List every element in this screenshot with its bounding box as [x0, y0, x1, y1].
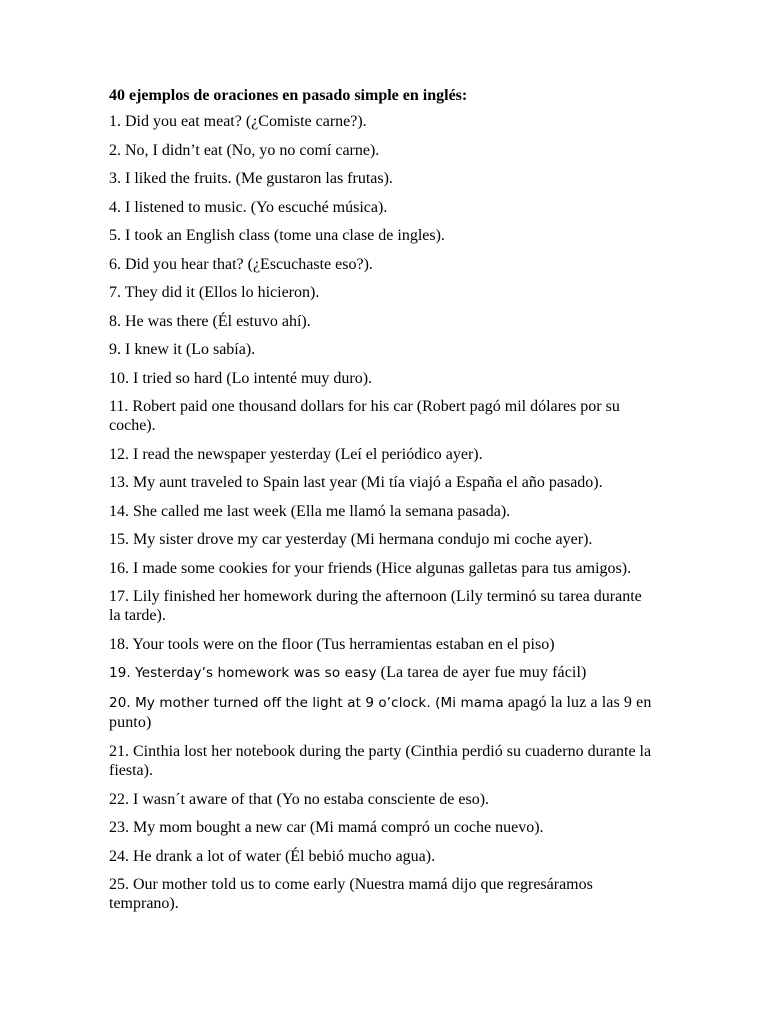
list-item-spanish: apagó la luz a las 9 en punto) — [109, 693, 652, 731]
list-item: 13. My aunt traveled to Spain last year (Mi tía viajó a España el año pasado). — [109, 474, 603, 491]
list-item: 4. I listened to music. (Yo escuché música). — [109, 198, 388, 216]
list-item — [109, 663, 654, 683]
list-item: 17. Lily finished her homework during the afternoon (Lily terminó su tarea durante la tarde). — [109, 588, 642, 624]
list-item — [109, 693, 654, 733]
list-item: 12. I read the newspaper yesterday (Leí el periódico ayer). — [109, 445, 483, 463]
list-item: 9. I knew it (Lo sabía). — [109, 341, 256, 358]
list-item: 14. She called me last week (Ella me llamó la semana pasada). — [109, 502, 511, 520]
document-page — [109, 86, 654, 923]
list-item: 6. Did you hear that? (¿Escuchaste eso?). — [109, 255, 373, 273]
list-item: 2. No, I didn’t eat (No, yo no comí carne). — [109, 141, 380, 159]
list-item: 16. I made some cookies for your friends (Hice algunas galletas para tus amigos). — [109, 559, 632, 577]
list-item: 23. My mom bought a new car (Mi mamá compró un coche nuevo). — [109, 819, 544, 836]
sentence-list — [109, 112, 654, 913]
list-item: 25. Our mother told us to come early (Nuestra mamá dijo que regresáramos temprano). — [109, 876, 593, 912]
list-item: 15. My sister drove my car yesterday (Mi hermana condujo mi coche ayer). — [109, 531, 593, 548]
list-item: 7. They did it (Ellos lo hicieron). — [109, 284, 320, 301]
list-item: 10. I tried so hard (Lo intenté muy duro). — [109, 369, 373, 387]
list-item: 21. Cinthia lost her notebook during the party (Cinthia perdió su cuaderno durante la fiesta). — [109, 743, 652, 779]
list-item: 5. I took an English class (tome una clase de ingles). — [109, 227, 445, 244]
document-heading: 40 ejemplos de oraciones en pasado simple en inglés: — [109, 87, 468, 104]
list-item: 1. Did you eat meat? (¿Comiste carne?). — [109, 113, 367, 130]
list-item: 8. He was there (Él estuvo ahí). — [109, 312, 311, 330]
list-item: 11. Robert paid one thousand dollars for his car (Robert pagó mil dólares por su coche). — [109, 398, 620, 434]
list-item: 22. I wasn´t aware of that (Yo no estaba consciente de eso). — [109, 790, 490, 808]
list-item: 24. He drank a lot of water (Él bebió mucho agua). — [109, 847, 436, 865]
list-item: 18. Your tools were on the floor (Tus herramientas estaban en el piso) — [109, 635, 555, 653]
list-item-spanish: (La tarea de ayer fue muy fácil) — [376, 664, 587, 681]
list-item-english: 19. Yesterday’s homework was so easy — [109, 665, 377, 681]
list-item-english: 20. My mother turned off the light at 9 o’clock. (Mi mama — [109, 694, 504, 711]
list-item: 3. I liked the fruits. (Me gustaron las frutas). — [109, 170, 393, 187]
